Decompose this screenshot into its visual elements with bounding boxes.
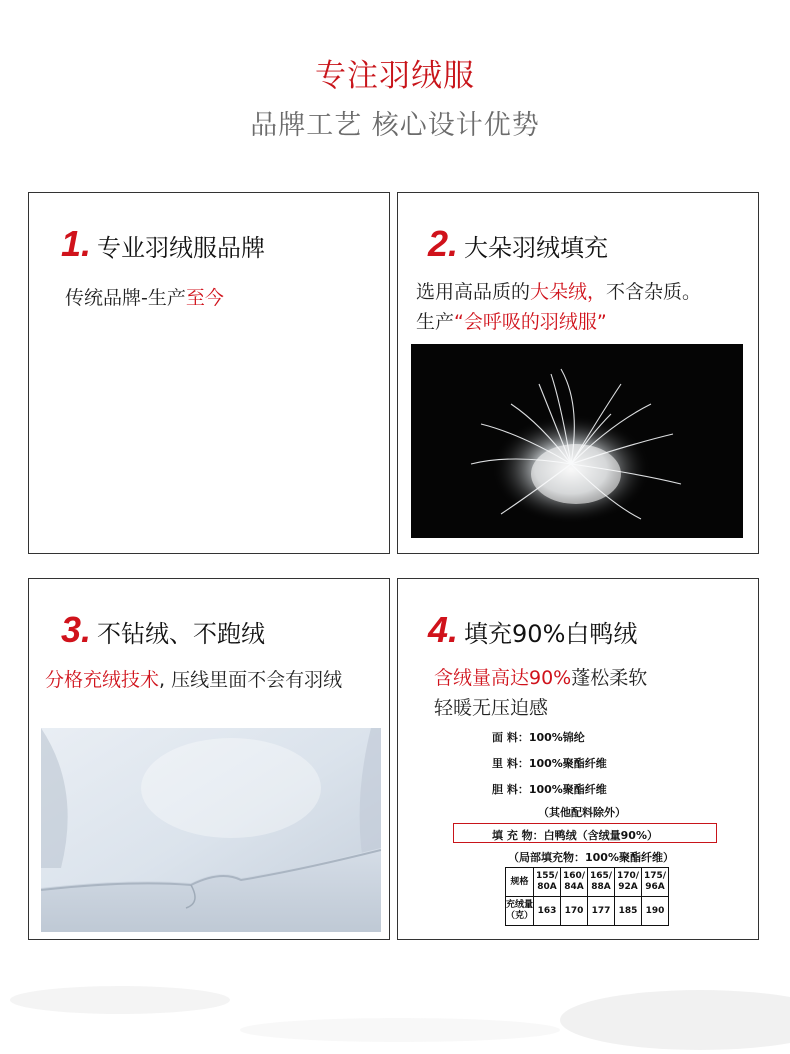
description-text: 轻暖无压迫感 xyxy=(434,697,549,719)
spec-note-other: （其他配料除外） xyxy=(538,806,626,819)
spec-fill: 填 充 物：白鸭绒（含绒量90%） xyxy=(492,829,658,842)
spec-row-lining: 里 料：100%聚酯纤维 xyxy=(492,757,607,770)
description-highlight: 大朵绒， xyxy=(530,281,607,303)
size-cell: 155/ 80A xyxy=(534,868,561,897)
spec-note-partial: （局部填充物：100%聚酯纤维） xyxy=(508,851,674,864)
feature-heading-2 xyxy=(428,223,608,265)
feature-description-line-2 xyxy=(434,693,548,720)
feature-description-line-2 xyxy=(416,307,607,334)
description-text: 选用高品质的 xyxy=(416,281,531,303)
feature-title: 大朵羽绒填充 xyxy=(464,234,609,262)
size-cell: 175/ 96A xyxy=(642,868,669,897)
feature-panel-4 xyxy=(397,578,759,940)
description-text: 传统品牌-生产 xyxy=(65,287,186,309)
feature-heading-1 xyxy=(61,223,265,265)
size-cell: 170/ 92A xyxy=(615,868,642,897)
page-subtitle: 品牌工艺 核心设计优势 xyxy=(250,110,540,141)
spec-row-inner: 胆 料：100%聚酯纤维 xyxy=(492,783,607,796)
description-highlight: 含绒量高达90% xyxy=(434,667,572,689)
feature-description xyxy=(45,665,342,692)
description-text: 生产 xyxy=(416,311,455,333)
description-text: , 压线里面不会有羽绒 xyxy=(159,669,343,691)
size-label: 规格 xyxy=(506,868,534,897)
table-row xyxy=(506,897,669,926)
fill-amount-label: 充绒量 （克） xyxy=(506,897,534,926)
description-text: 不含杂质。 xyxy=(606,281,702,303)
quilted-fabric-photo xyxy=(41,728,381,932)
quilted-fabric-icon xyxy=(41,728,381,932)
fill-amount-cell: 170 xyxy=(561,897,588,926)
spec-row-shell: 面 料：100%锦纶 xyxy=(492,731,585,744)
feature-panel-3 xyxy=(28,578,390,940)
size-cell: 160/ 84A xyxy=(561,868,588,897)
fill-amount-cell: 177 xyxy=(588,897,615,926)
table-row xyxy=(506,868,669,897)
feature-panel-1 xyxy=(28,192,390,554)
feature-number: 2. xyxy=(428,223,459,264)
description-text: 蓬松柔软 xyxy=(571,667,648,689)
down-cluster-photo xyxy=(411,344,743,538)
feature-heading-4 xyxy=(428,609,637,651)
description-highlight: “会呼吸的羽绒服” xyxy=(454,311,607,333)
fill-amount-cell: 185 xyxy=(615,897,642,926)
page-title: 专注羽绒服 xyxy=(315,58,475,94)
feature-number: 1. xyxy=(61,223,92,264)
bottom-decoration xyxy=(0,960,790,1054)
feature-number: 3. xyxy=(61,609,92,650)
feature-number: 4. xyxy=(428,609,459,650)
description-highlight: 分格充绒技术 xyxy=(45,669,160,691)
feature-description xyxy=(65,283,224,310)
down-cluster-icon xyxy=(411,344,743,538)
feature-panel-2 xyxy=(397,192,759,554)
feature-title: 填充90%白鸭绒 xyxy=(464,620,638,648)
feature-title: 不钻绒、不跑绒 xyxy=(97,620,266,648)
feature-description-line-1 xyxy=(434,663,647,690)
feature-heading-3 xyxy=(61,609,265,651)
feature-title: 专业羽绒服品牌 xyxy=(97,234,266,262)
description-highlight: 至今 xyxy=(185,287,224,309)
fill-amount-cell: 163 xyxy=(534,897,561,926)
size-cell: 165/ 88A xyxy=(588,868,615,897)
fill-amount-cell: 190 xyxy=(642,897,669,926)
size-fill-table xyxy=(505,867,669,926)
feature-description-line-1 xyxy=(416,277,701,304)
